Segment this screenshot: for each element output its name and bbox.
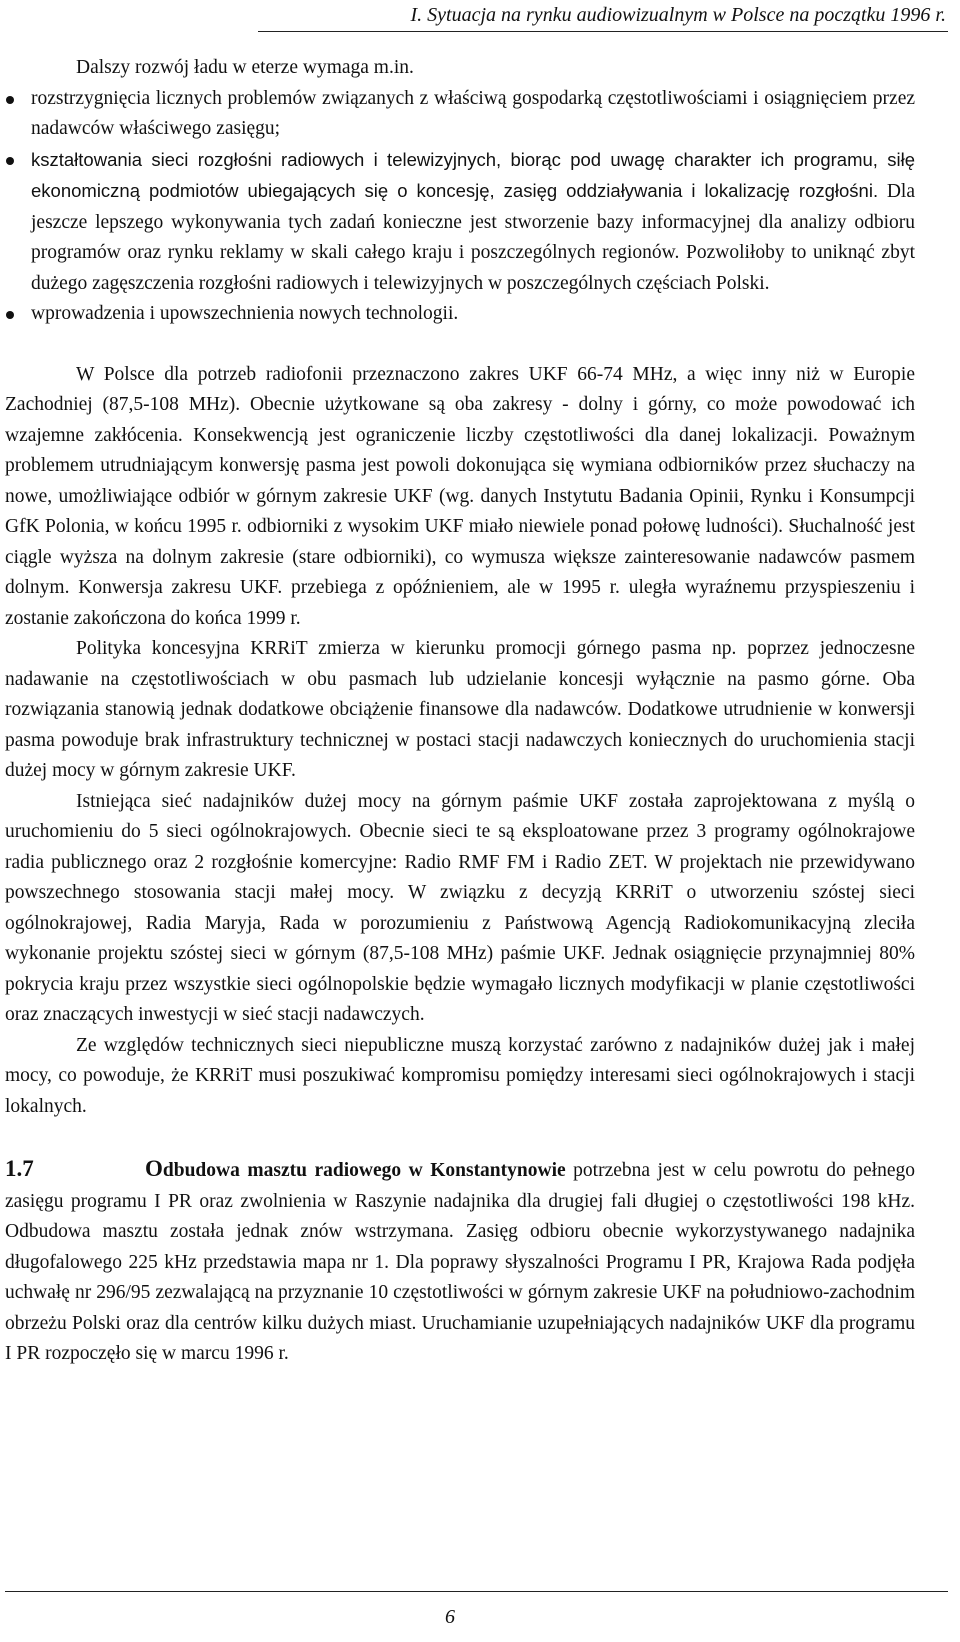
section-title <box>145 1156 566 1181</box>
running-header: I. Sytuacja na rynku audiowizualnym w Polsce na początku 1996 r. <box>410 4 946 26</box>
bullet-text: rozstrzygnięcia licznych problemów związanych z właściwą gospodarką częstotliwościami i osiągnięciem przez nadawców właściwego zasięgu; <box>31 87 915 139</box>
section-title-initial: O <box>145 1156 163 1181</box>
bullet-icon <box>6 311 14 319</box>
section-number: 1.7 <box>5 1156 34 1181</box>
section-title-rest: dbudowa masztu radiowego w Konstantynowie <box>162 1160 566 1181</box>
bullet-item-frequency-management <box>5 84 915 145</box>
bullet-text: wprowadzenia i upowszechnienia nowych technologii. <box>31 303 459 324</box>
paragraph-non-public-networks: Ze względów technicznych sieci niepubliczne muszą korzystać zarówno z nadajników dużej jak i małej mocy, co powoduje, że KRRiT musi poszukiwać kompromisu pomiędzy interesami sieci ogólnokrajowych i stacji lokalnych. <box>5 1034 915 1117</box>
bullet-icon <box>6 157 14 165</box>
intro-line: Dalszy rozwój ładu w eterze wymaga m.in. <box>76 57 414 78</box>
paragraph-licensing-policy: Polityka koncesyjna KRRiT zmierza w kierunku promocji górnego pasma np. poprzez jednoczesne nadawanie na częstotliwościach w obu pasmach lub udzielanie koncesji wyłącznie na pasmo górne. Oba rozwiązania stanowią jednak dodatkowe obciążenie finansowe dla nadawców. Dodatkowe utrudnienie w konwersji pasma powoduje brak infrastruktury technicznej w postaci stacji nadawczych koniecznych do uruchomienia stacji dużej mocy w górnym zakresie UKF. <box>5 638 915 781</box>
bullet-item-station-network <box>5 145 915 300</box>
bullet-item-new-technologies <box>5 299 915 330</box>
paragraph-transmitter-network: Istniejąca sieć nadajników dużej mocy na górnym paśmie UKF została zaprojektowana z myślą o uruchomieniu do 5 sieci ogólnokrajowych. Obecnie sieci te są eksploatowane przez 3 programy ogólnokrajowe radia publicznego oraz 2 rozgłośnie komercyjne: Radio RMF FM i Radio ZET. W projektach nie przewidywano powszechnego stosowania stacji małej mocy. W związku z decyzją KRRiT o utworzeniu szóstej sieci ogólnokrajowej, Radia Maryja, Rada w porozumieniu z Państwową Agencją Radiokomunikacyjną zleciła wykonanie projektu szóstej sieci w górnym (87,5-108 MHz) paśmie UKF. Jednak osiągnięcie przynajmniej 80% pokrycia kraju przez wszystkie sieci ogólnopolskie będzie wymagało licznych modyfikacji w planie częstotliwości oraz znaczących inwestycji w sieć stacji nadawczych. <box>5 790 915 1025</box>
bullet-icon <box>6 96 14 104</box>
header-rule <box>258 31 948 32</box>
section-body: potrzebna jest w celu powrotu do pełnego zasięgu programu I PR oraz zwolnienia w Raszynie nadajnika dla drugiej fali długiej o częstotliwości 198 kHz. Odbudowa masztu została jednak znów wstrzymana. Zasięg odbioru obecnie wykorzystywanego nadajnika długofalowego 225 kHz przedstawia mapa nr 1. Dla poprawy słyszalności Programu I PR, Krajowa Rada podjęła uchwałę nr 296/95 zezwalającą na przyznanie 10 częstotliwości w górnym zakresie UKF na południowo-zachodnim obrzeżu Polski oraz dla centrów kilku dużych miast. Uruchamianie uzupełniających nadajników UKF dla programu I PR rozpoczęło się w marcu 1996 r. <box>5 1160 915 1364</box>
page-number: 6 <box>445 1606 455 1628</box>
page-body <box>5 53 915 1370</box>
section-1-7 <box>5 1154 915 1370</box>
bullet-text-sans: kształtowania sieci rozgłośni radiowych i telewizyjnych, biorąc pod uwagę charakter ich programu, siłę ekonomiczną podmiotów ubiegających się o koncesję, zasięg oddziaływania i lokalizację rozgłośni. <box>31 148 915 201</box>
paragraph-ukf-ranges: W Polsce dla potrzeb radiofonii przeznaczono zakres UKF 66-74 MHz, a więc inny niż w Europie Zachodniej (87,5-108 MHz). Obecnie użytkowane są oba zakresy - dolny i górny, co może powodować ich wzajemne zakłócenia. Konsekwencją jest ograniczenie liczby częstotliwości dla danej lokalizacji. Poważnym problemem utrudniającym konwersję pasma jest powoli dokonująca się wymiana odbiorników przez słuchaczy na nowe, umożliwiające odbiór w górnym zakresie UKF (wg. danych Instytutu Badania Opinii, Rynku i Konsumpcji GfK Polonia, w końcu 1995 r. odbiorniki z wysokim UKF miało niewiele ponad połowę ludności). Słuchalność jest ciągle wyższa na dolnym zakresie (stare odbiorniki), co wymusza większe zainteresowanie nadawców pasmem dolnym. Konwersja zakresu UKF. przebiega z opóźnieniem, ale w 1995 r. uległa wyraźnemu przyspieszeniu i zostanie zakończona do końca 1999 r. <box>5 363 915 629</box>
bullet-text-continuation: Dla jeszcze lepszego wykonywania tych zadań konieczne jest stworzenie bazy informacyjnej dla analizy odbioru programów oraz rynku reklamy w skali całego kraju i poszczególnych regionów. Pozwoliłoby to uniknąć zbyt dużego zagęszczenia rozgłośni radiowych i telewizyjnych w poszczególnych częściach Polski. <box>31 181 916 294</box>
bullet-list <box>5 84 915 330</box>
footer-rule <box>5 1591 948 1592</box>
